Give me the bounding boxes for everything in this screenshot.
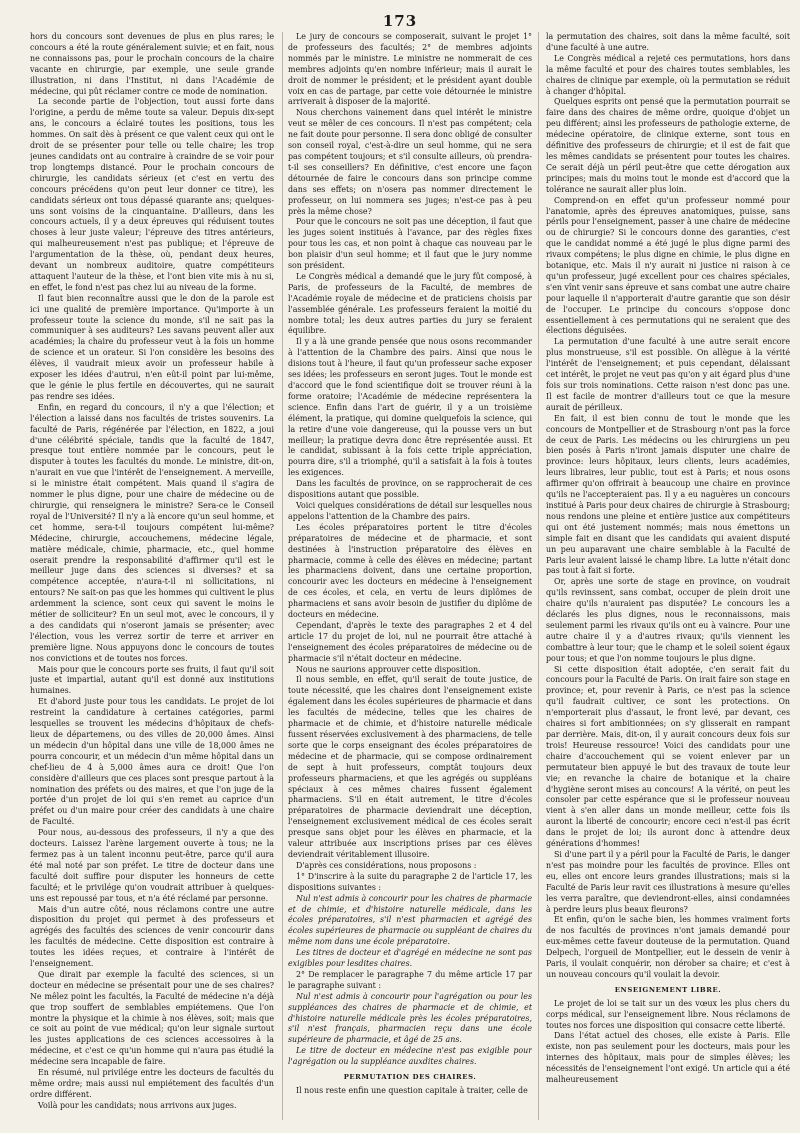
paragraph: En résumé, nul privilége entre les docteurs de facultés du même ordre; mais aussi nul empiétement des facultés d'un ordre différent. bbox=[30, 1068, 274, 1099]
paragraph: la permutation des chaires, soit dans la même faculté, soit d'une faculté à une autre. bbox=[546, 32, 790, 52]
paragraph: Il faut bien reconnaître aussi que le don de la parole est ici une qualité de première importance. Qu'importe à un professeur toute la science du monde, s'il ne sait pas la communiquer à ses auditeurs? Les savans peuvent aller aux académies; la chaire du professeur veut à la fois un homme de science et un orateur. Si l'on considère les besoins des élèves, il vaudrait mieux avoir un professeur habile à exposer les idées d'autrui, n'en eût-il point par lui-même, que le génie le plus fertile en découvertes, qui ne saurait pas rendre ses idées. bbox=[30, 293, 274, 401]
column-right bbox=[546, 32, 790, 1122]
section-heading: ENSEIGNEMENT LIBRE. bbox=[614, 985, 722, 994]
section-heading: PERMUTATION DES CHAIRES. bbox=[343, 1073, 477, 1082]
paragraph: Le Congrès médical a demandé que le jury fût composé, à Paris, de professeurs de la Faculté, de membres de l'Académie royale de médecine et de praticiens choisis par l'assemblée générale. Les professeurs feraient la moitié du nombre total; les deux autres parties du jury se feraient équilibre. bbox=[288, 271, 532, 336]
column-middle bbox=[288, 32, 532, 1122]
paragraph: Cependant, d'après le texte des paragraphes 2 et 4 del article 17 du projet de loi, nul ne pourrait être attaché à l'enseignement des écoles préparatoires de médecine ou de pharmacie s'il n'était docteur en médecine. bbox=[288, 620, 532, 663]
text-columns bbox=[30, 32, 790, 1122]
paragraph: Mais d'un autre côté, nous réclamons contre une autre disposition du projet qui permet à des professeurs et agrégés des facultés des sciences de venir concourir dans les facultés de médecine. Cette disposition est contraire à toutes les idées reçues, et contraire à l'intérêt de l'enseignement. bbox=[30, 904, 274, 969]
paragraph: Nous ne saurions approuver cette disposition. bbox=[296, 664, 481, 674]
paragraph: Pour nous, au-dessous des professeurs, il n'y a que des docteurs. Laissez l'arène largement ouverte à tous; ne la fermez pas à un talent inconnu peut-être, parce qu'il aura été mal noté par son préfet. Le titre de docteur dans une faculté doit suffire pour disputer les honneurs de cette faculté; et le privilége qu'on voudrait attribuer à quelques-uns est repoussé par tous, et n'a été réclamé par personne. bbox=[30, 828, 274, 903]
paragraph: Le Congrès médical a rejeté ces permutations, hors dans la même faculté et pour des chaires toutes semblables, les chaires de clinique par exemple, où la permutation se réduit à changer d'hôpital. bbox=[546, 53, 790, 96]
paragraph: Les titres de docteur et d'agrégé en médecine ne sont pas exigibles pour lesdites chaires. bbox=[288, 948, 532, 969]
paragraph: Les écoles préparatoires portent le titre d'écoles préparatoires de médecine et de pharmacie, et sont destinées à l'instruction préparatoire des élèves en pharmacie, comme à celle des élèves en médecine; partant les pharmaciens doivent, dans une certaine proportion, concourir avec les docteurs en médecine à l'enseignement de ces écoles, et cela, en vertu de leurs diplômes de pharmaciens et sans avoir besoin de justifier du diplôme de docteurs en médecine. bbox=[288, 522, 532, 620]
paragraph: La permutation d'une faculté à une autre serait encore plus monstrueuse, s'il est possible. On allègue à la vérité l'intérêt de l'enseignement; et puis cependant, délaissant cet intérêt, le projet ne veut pas qu'on y ait égard plus d'une fois sur trois nominations. Cette raison n'est donc pas une. Il est facile de montrer d'ailleurs tout ce que la mesure aurait de périlleux. bbox=[546, 337, 790, 412]
paragraph: Le projet de loi se tait sur un des vœux les plus chers du corps médical, sur l'enseignement libre. Nous réclamons de toutes nos forces une disposition qui consacre cette liberté. bbox=[546, 998, 790, 1030]
paragraph: En fait, il est bien connu de tout le monde que les concours de Montpellier et de Strasbourg n'ont pas la force de ceux de Paris. Les médecins ou les chirurgiens un peu bien posés à Paris n'iront jamais disputer une chaire de province: leurs hôpitaux, leurs clients, leurs académies, leurs libraires, leur public, tout est à Paris; et nous osons affirmer qu'on offrirait à beaucoup une chaire en province qu'ils ne l'accepteraient pas. Il y a eu naguères un concours institué à Paris pour deux chaires de chirurgie à Strasbourg; nous rendons une pleine et entière justice aux compétiteurs qui ont été justement nommés; mais nous émettons un simple fait en disant que les candidats qui avaient disputé un peu auparavant une chaire semblable à la Faculté de Paris leur avaient laissé le champ libre. La lutte n'était donc pas tout à fait si forte. bbox=[546, 413, 790, 576]
paragraph: Le titre de docteur en médecine n'est pas exigible pour l'agrégation ou la suppléance auxdites chaires. bbox=[288, 1046, 532, 1067]
paragraph: Que dirait par exemple la faculté des sciences, si un docteur en médecine se présentait pour une de ses chaires? Ne mêlez point les facultés, la Faculté de médecine n'a déjà que trop souffert de semblables empiétemens. Que l'on montre la physique et la chimie à nos élèves, soit; mais que ce soit au point de vue médical; qu'on leur signale surtout les justes applications de ces sciences accessoires à la médecine, et c'est ce qu'un homme qui n'aura pas étudié la médecine sera incapable de faire. bbox=[30, 969, 274, 1067]
paragraph: hors du concours sont devenues de plus en plus rares; le concours a été la route généralement suivie; et en fait, nous ne connaissons pas, pour le prochain concours de la chaire vacante en chirurgie, par exemple, une seule grande illustration, ni dans l'Institut, ni dans l'Académie de médecine, qui pût réclamer contre ce mode de nomination. bbox=[30, 32, 274, 96]
paragraph: D'après ces considérations, nous proposons : bbox=[296, 860, 477, 870]
paragraph: 2° De remplacer le paragraphe 7 du même article 17 par le paragraphe suivant : bbox=[288, 969, 532, 990]
paragraph: Voici quelques considérations de détail sur lesquelles nous appelons l'attention de la Chambre des pairs. bbox=[288, 500, 532, 521]
paragraph: Et d'abord juste pour tous les candidats. Le projet de loi restreint la candidature à certaines catégories, parmi lesquelles se trouvent les médecins d'hôpitaux de chefs-lieux de départemens, ou des villes de 20,000 âmes. Ainsi un médecin d'un hôpital dans une ville de 18,000 âmes ne pourra concourir, et un médecin d'un même hôpital dans un chef-lieu de 4 à 5,000 âmes aura ce droit! Que l'on considère d'ailleurs que ces places sont presque partout à la nomination des préfets ou des maires, et que l'on juge de la portée d'un projet de loi qui s'en remet au caprice d'un préfet ou d'un maire pour créer des candidats à une chaire de Faculté. bbox=[30, 697, 274, 827]
paragraph: Quelques esprits ont pensé que la permutation pourrait se faire dans des chaires de même ordre, quoique d'objet un peu différent; ainsi les professeurs de pathologie externe, de médecine opératoire, de clinique externe, sont tous en définitive des professeurs de chirurgie; et il est de fait que les mêmes candidats se présentent pour toutes les chaires. Ce serait déjà un péril peut-être que cette dérogation aux principes; mais du moins tout le monde est d'accord que la tolérance ne saurait aller plus loin. bbox=[546, 97, 790, 194]
paragraph: 1° D'inscrire à la suite du paragraphe 2 de l'article 17, les dispositions suivantes : bbox=[288, 871, 532, 892]
paragraph: Nul n'est admis à concourir pour l'agrégation ou pour les suppléances des chaires de pharmacie et de chimie, et d'histoire naturelle médicale près les écoles préparatoires, s'il n'est français, pharmacien reçu dans une école supérieure de pharmacie, et âgé de 25 ans. bbox=[288, 991, 532, 1045]
paragraph: Si cette disposition était adoptée, c'en serait fait du concours pour la Faculté de Paris. On irait faire son stage en province; et, pour revenir à Paris, ce n'est pas la science qu'il faudrait cultiver, ce sont les protections. On n'emporterait plus d'assaut, le front levé, par devant, ces chaires si fort ambitionnées; on s'y glisserait en rampant par derrière. Mais, dit-on, il y aurait concours deux fois sur trois! Heureuse ressource! Voici des candidats pour une chaire d'accouchement qui se voient enlever par un permutateur bien appuyé le but des travaux de toute leur vie; en revanche la chaire de botanique et la chaire d'hygiène seront mises au concours! A la vérité, on peut les consoler par cette espérance que si le professeur nouveau vient à s'en aller dans un monde meilleur, cette fois ils auront la liberté de concourir; encore ceci n'est-il pas écrit dans le projet de loi; ils auront donc à attendre deux générations d'hommes! bbox=[546, 664, 790, 849]
paragraph: La seconde partie de l'objection, tout aussi forte dans l'origine, a perdu de même toute sa valeur. Depuis dix-sept ans, le concours a éclairé toutes les positions, tous les hommes. On sait dès à présent ce que valent ceux qui ont le droit de se présenter pour telle ou telle chaire; les trop jeunes candidats ont au contraire à craindre de se voir pour trop longtemps distancé. Pour le prochain concours de chirurgie, les candidats sérieux (et c'est en vertu des concours précédens qu'on peut leur donner ce titre), les candidats sérieux ont tous dépassé quarante ans; quelques-uns sont voisins de la cinquantaine. D'ailleurs, dans les concours actuels, il y a deux épreuves qui réduisent toutes choses à leur juste valeur; l'épreuve des titres antérieurs, qui malheureusement n'est pas publique; et l'épreuve de l'argumentation de la thèse, où, pendant deux heures, devant un nombreux auditoire, quatre compétiteurs attaquent l'auteur de la thèse, et l'ont bien vite mis à nu si, en effet, le fond n'est pas chez lui au niveau de la forme. bbox=[30, 97, 274, 292]
paragraph: Il nous semble, en effet, qu'il serait de toute justice, de toute nécessité, que les chaires dont l'enseignement existe également dans les écoles supérieures de pharmacie et dans les facultés de médecine, telles que les chaires de pharmacie et de chimie, et d'histoire naturelle médicale fussent réservées exclusivement à des pharmaciens, de telle sorte que le corps enseignant des écoles préparatoires de médecine et de pharmacie, qui se compose ordinairement de sept à huit professeurs, comptât toujours deux professeurs pharmaciens, et que les agrégés ou suppléans spéciaux à ces mêmes chaires fussent également pharmaciens. S'il en était autrement, le titre d'écoles préparatoires de pharmacie deviendrait une déception, l'enseignement exclusivement médical de ces écoles serait presque sans objet pour les élèves en pharmacie, et la valeur attribuée aux inscriptions prises par ces élèves deviendrait véritablement illusoire. bbox=[288, 675, 532, 859]
paragraph: Dans l'état actuel des choses, elle existe à Paris. Elle existe, non pas seulement pour les docteurs, mais pour les internes des hôpitaux, mais pour de simples élèves; les nécessités de l'enseignement l'ont exigé. Un article qui a été malheureusement bbox=[546, 1031, 790, 1085]
paragraph: Et enfin, qu'on le sache bien, les hommes vraiment forts de nos facultés de provinces n'ont jamais demandé pour eux-mêmes cette faveur douteuse de la permutation. Quand Delpech, l'orgueil de Montpellier, eut le dessein de venir à Paris, il voulait conquérir, non dérober sa chaire; et c'est à un nouveau concours qu'il voulait la devoir. bbox=[546, 915, 790, 979]
paragraph: Voilà pour les candidats; nous arrivons aux juges. bbox=[38, 1100, 237, 1110]
paragraph: Enfin, en regard du concours, il n'y a que l'élection; et l'élection a laissé dans nos facultés de tristes souvenirs. La faculté de Paris, régénérée par l'élection, en 1822, a joui d'une célébrité spéciale, tandis que la faculté de 1847, presque tout entière nommée par le concours, peut le disputer à toutes les facultés du monde. Le ministre, dit-on, n'aurait en vue que l'intérêt de l'enseignement. A merveille, si le ministre était compétent. Mais quand il s'agira de nommer le plus digne, pour une chaire de médecine ou de chirurgie, qui renseignera le ministre? Sera-ce le Conseil royal de l'Université? Il n'y a là encore qu'un seul homme, et cet homme, sera-t-il toujours compétent lui-même? Médecine, chirurgie, accouchemens, médecine légale, matière médicale, chimie, pharmacie, etc., quel homme oserait prendre la responsabilité d'affirmer qu'il est le meilleur juge dans des sciences si diverses? et sa compétence acceptée, n'aura-t-il ni sollicitations, ni entours? Ne sait-on pas que les hommes qui cultivent le plus ardemment la science, sont ceux qui savent le moins le métier de solliciteur? En un seul mot, avec le concours, il y a des candidats qui n'oseront jamais se présenter; avec l'élection, vous les verrez sortir de terre et arriver en première ligne. Nous appuyons donc le concours de toutes nos convictions et de toutes nos forces. bbox=[30, 402, 274, 663]
paragraph: Il y a là une grande pensée que nous osons recommander à l'attention de la Chambre des pairs. Ainsi que nous le disions tout à l'heure, il faut qu'un professeur sache exposer ses idées; les professeurs en seront juges. Tout le monde est d'accord que le fond scientifique doit se trouver réuni à la forme oratoire; l'Académie de médecine représentera la science. Enfin dans l'art de guérir, il y a un troisième élément, la pratique, qui domine quelquefois la science, qui la retire d'une voie dangereuse, qui la pousse vers un but meilleur; la pratique devra donc être représentée aussi. Et le candidat, subissant à la fois cette triple appréciation, pourra dire, s'il a triomphé, qu'il a satisfait à la fois à toutes les exigences. bbox=[288, 337, 532, 478]
paragraph: Nul n'est admis à concourir pour les chaires de pharmacie et de chimie, et d'histoire naturelle médicale, dans les écoles préparatoires, s'il n'est pharmacien et agrégé des écoles supérieures de pharmacie ou suppléant de chaires du même nom dans une école préparatoire. bbox=[288, 893, 532, 947]
paragraph: Pour que le concours ne soit pas une déception, il faut que les juges soient institués à l'avance, par des règles fixes pour tous les cas, et non point à chaque cas nouveau par le bon plaisir d'un seul homme; et il faut que le jury nomme son président. bbox=[288, 217, 532, 271]
paragraph: Nous cherchons vainement dans quel intérêt le ministre veut se mêler de ces concours. Il n'est pas compétent; cela ne fait doute pour personne. Il sera donc obligé de consulter son conseil royal, c'est-à-dire un seul homme, qui ne sera pas compétent toujours; et s'il consulte ailleurs, où prendra-t-il ses conseillers? En définitive, c'est encore une façon détournée de faire le concours dans son principe comme dans ses effets; on n'osera pas nommer directement le professeur, on lui nommera ses juges; n'est-ce pas à peu près la même chose? bbox=[288, 108, 532, 216]
column-left bbox=[30, 32, 274, 1122]
paragraph: Mais pour que le concours porte ses fruits, il faut qu'il soit juste et impartial, autant qu'il est donné aux institutions humaines. bbox=[30, 664, 274, 696]
paragraph: Il nous reste enfin une question capitale à traiter, celle de bbox=[296, 1086, 528, 1095]
paragraph: Si d'une part il y a péril pour la Faculté de Paris, le danger n'est pas moindre pour les facultés de province. Elles ont eu, elles ont encore leurs grandes illustrations; mais si la Faculté de Paris leur ravit ces illustrations à mesure qu'elles les verra paraître, que deviendront-elles, ainsi condamnées à perdre leurs plus beaux fleurons? bbox=[546, 849, 790, 914]
paragraph: Or, après une sorte de stage en province, on voudrait qu'ils revinssent, sans combat, occuper de plein droit une chaire qu'ils n'auraient pas disputée? Le concours les a déclarés les plus dignes, nous le reconnaissons, mais seulement parmi les rivaux qu'ils ont eu à vaincre. Pour une autre chaire il y a d'autres rivaux; qu'ils viennent les combattre à leur tour; que le champ et le soleil soient égaux pour tous; et que l'on nomme toujours le plus digne. bbox=[546, 577, 790, 663]
page-number: 173 bbox=[382, 12, 418, 30]
paragraph: Comprend-on en effet qu'un professeur nommé pour l'anatomie, après des épreuves anatomiques, puisse, sans périls pour l'enseignement, passer à une chaire de médecine ou de chirurgie? Si le concours donne des garanties, c'est que le candidat nommé a été jugé le plus digne parmi des rivaux compétens; le plus digne en chimie, le plus digne en botanique, etc. Mais il n'y aurait ni justice ni raison à ce qu'un professeur, jugé excellent pour ces chaires spéciales, s'en vînt venir sans épreuve et sans combat une autre chaire pour laquelle il n'apporterait d'autre garantie que son désir de l'occuper. Le principe du concours s'oppose donc essentiellement à ces permutations qui ne seraient que des élections déguisées. bbox=[546, 195, 790, 336]
paragraph: Le jury de concours se composerait, suivant le projet 1° de professeurs des facultés; 2° de membres adjoints nommés par le ministre. Le ministre ne nommerait de ces membres adjoints qu'en nombre inférieur; mais il aurait le droit de nommer le président; et le président ayant double voix en cas de partage, par cette voie détournée le ministre arriverait à disposer de la majorité. bbox=[288, 32, 532, 107]
paragraph: Dans les facultés de province, on se rapprocherait de ces dispositions autant que possible. bbox=[288, 479, 532, 500]
